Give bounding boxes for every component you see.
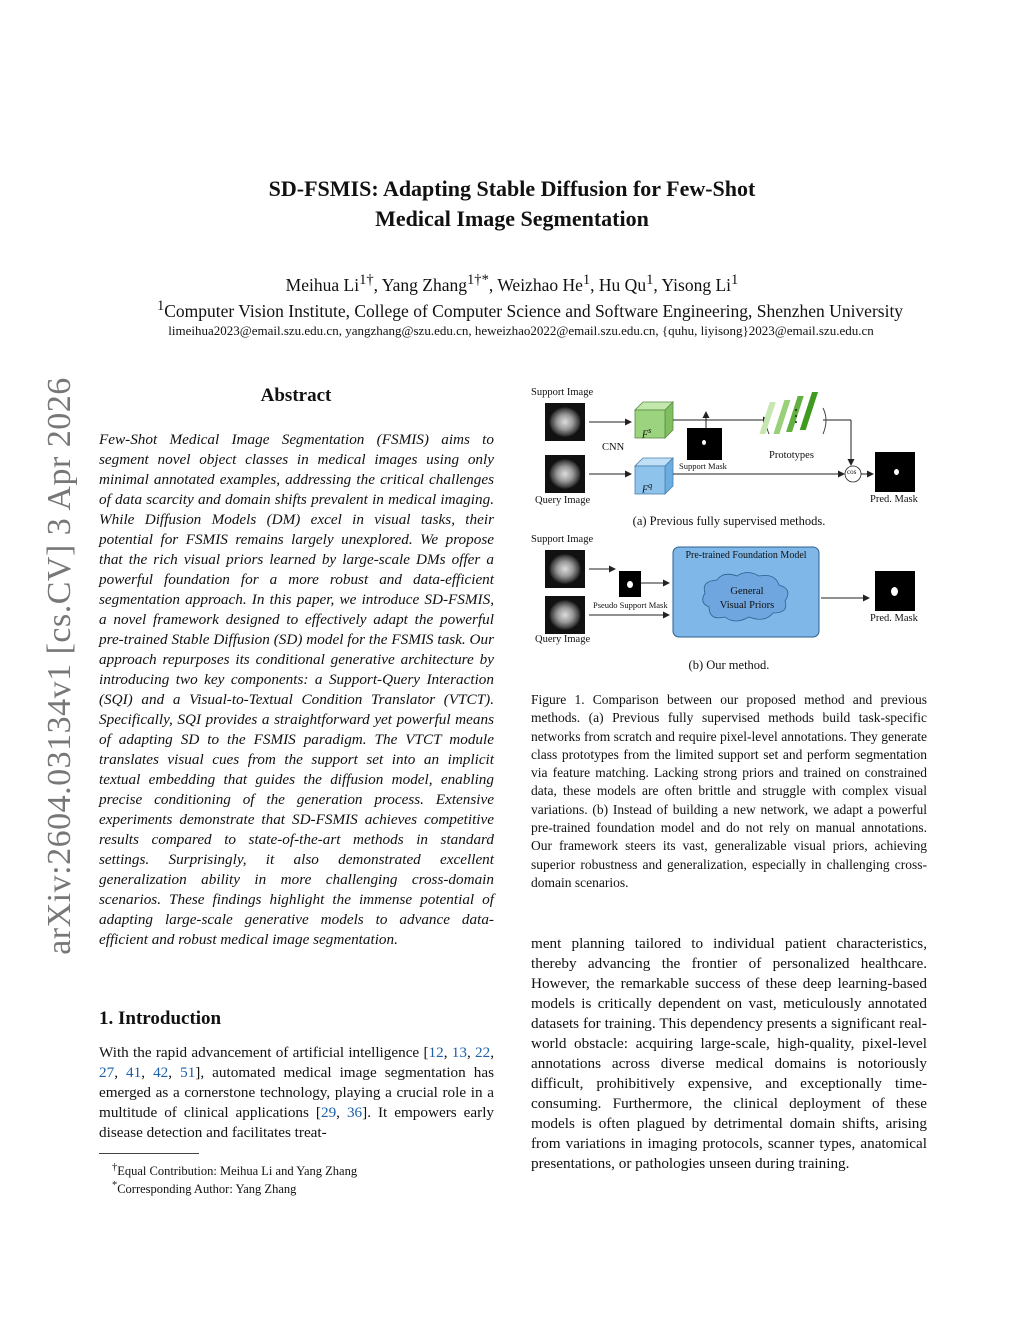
fig-b-pred-mask-label: Pred. Mask — [870, 613, 918, 624]
citation-link[interactable]: 29 — [320, 1104, 337, 1121]
affiliation-text: Computer Vision Institute, College of Computer Science and Software Engineering, Shenzhen University — [164, 300, 904, 321]
intro-text: ], automated medical image segmentation has emerged as a cornerstone technology, playing a crucial role in a multitude of clinical applications [ — [99, 1064, 495, 1121]
priors-line-1: General — [730, 586, 764, 597]
abstract-body — [99, 430, 494, 950]
fig-b-pseudo-mask-label: Pseudo Support Mask — [593, 600, 668, 610]
citation-link[interactable]: 13 — [451, 1044, 467, 1061]
author-sup: 1† — [359, 272, 374, 288]
citation-link[interactable]: 51 — [180, 1064, 196, 1081]
author-name: Meihua Li — [285, 274, 360, 295]
title-line-2: Medical Image Segmentation — [375, 206, 649, 231]
footnote-mark: † — [112, 1162, 118, 1173]
fig-a-cnn-label: CNN — [602, 442, 625, 453]
fig-a-diagram — [531, 386, 927, 516]
fq-feature-cube — [635, 458, 673, 494]
footnote-text: Equal Contribution: Meihua Li and Yang Zhang — [117, 1164, 358, 1179]
citation-link[interactable]: 12 — [428, 1044, 444, 1061]
citation-link[interactable]: 22 — [475, 1044, 491, 1061]
fq-sup: q — [648, 481, 653, 490]
fs-feature-cube — [635, 402, 673, 441]
fig-b-support-image-label: Support Image — [531, 534, 594, 545]
priors-line-2: Visual Priors — [719, 600, 775, 611]
citation-link[interactable]: 41 — [126, 1064, 142, 1081]
intro-paragraph-left: With the rapid advancement of artificial intelligence [12, 13, 22, 27, 41, 42, 51], automated medical image segmentation has emerged as a cornerstone technology, playing a crucial role in a multitude of clinical applications [29, 36]. It empowers early disease detection and facilitates treat- — [99, 1044, 495, 1141]
author-sup: 1 — [731, 272, 739, 288]
citation-link[interactable]: 42 — [153, 1064, 169, 1081]
fig-a-pred-mask-label: Pred. Mask — [870, 494, 918, 505]
fig-a-pred-mask — [875, 452, 915, 492]
fs-letter: F — [642, 429, 649, 441]
footnote-text: Corresponding Author: Yang Zhang — [117, 1182, 297, 1197]
title-line-1: SD-FSMIS: Adapting Stable Diffusion for Few-Shot — [268, 176, 756, 201]
citation-link[interactable]: 27 — [99, 1064, 115, 1081]
author-sup: 1 — [582, 272, 591, 288]
author-sup: 1†* — [467, 272, 489, 288]
fig-a-query-image-label: Query Image — [535, 495, 591, 506]
intro-continued-text: ment planning tailored to individual patient characteristics, thereby advancing the frontier of personalized healthcare. However, the remarkable success of these deep learning-based models is critically dependent on vast, meticulously annotated datasets for training. This dependency presents a significant real-world obstacle: acquiring large-scale, high-quality, pixel-level annotations across diverse medical domains is notoriously difficult, prohibitively expensive, and exceptionally time-consuming. Furthermore, the clinical deployment of these models is often plagued by detrimental domain shifts, arising from variations in imaging protocols, scanner types, anatomical presentations, or pathologies unseen during training. — [531, 935, 927, 1172]
mask-blob — [894, 469, 899, 475]
figure-1-caption: Figure 1. Comparison between our proposed method and previous methods. (a) Previous fully supervised methods build task-specific networks from scratch and require pixel-level annotations. They generate class prototypes from the limited support set and perform segmentation via feature matching. Lacking strong priors and trained on constrained data, these models are often brittle and struggle with complex visual variations. (b) Instead of building a new network, we adapt a powerful pre-trained foundation model and do not rely on manual annotations. Our framework steers its vast, generalizable visual priors, achieving superior robustness and generalization, especially in challenging cross-domain scenarios. — [531, 692, 927, 890]
fig-a-cos-label: cos — [847, 468, 857, 476]
mask-blob — [891, 587, 898, 596]
fig-a-support-mask — [687, 428, 722, 460]
affiliation-sup: 1 — [156, 298, 165, 314]
author-emails: limeihua2023@email.szu.edu.cn, yangzhang@szu.edu.cn, heweizhao2022@email.szu.edu.cn, {quhu, liyisong}2023@email.szu.edu.cn — [168, 323, 874, 338]
intro-text: ]. It empowers early disease detection and facilitates treat- — [99, 1104, 495, 1141]
intro-paragraph-right — [531, 934, 927, 1174]
section-heading-introduction: 1. Introduction — [99, 1008, 222, 1029]
fig-b-priors-label — [699, 585, 795, 613]
fq-label — [642, 481, 652, 495]
fq-letter: F — [642, 484, 649, 496]
fig-b-sublabel: (b) Our method. — [688, 658, 770, 672]
footnote-rule — [99, 1153, 199, 1154]
intro-text: With the rapid advancement of artificial intelligence [ — [99, 1044, 429, 1061]
affiliation — [0, 295, 1024, 322]
footnote-mark: * — [112, 1180, 118, 1191]
abstract-heading: Abstract — [260, 385, 332, 406]
mask-blob — [627, 581, 633, 588]
fs-sup: s — [648, 426, 652, 435]
author-name: Yang Zhang — [381, 274, 467, 295]
fig-b-pred-mask — [875, 571, 915, 611]
author-list: Meihua $Li^{1\dagger}$, Yang Zhang$^{1\dagger*}$, Weizhao He$^1$, Hu Qu$^1$, Yisong Li$^1$ — [285, 272, 739, 295]
figure-1a — [531, 386, 927, 536]
fig-b-query-image-label: Query Image — [535, 634, 591, 645]
fig-a-sublabel: (a) Previous fully supervised methods. — [632, 514, 826, 528]
fig-a-prototypes-label: Prototypes — [769, 450, 814, 461]
author-name: Weizhao He — [497, 274, 583, 295]
citation-link[interactable]: 36 — [346, 1104, 363, 1121]
fig-b-pseudo-mask — [619, 571, 641, 597]
arxiv-stamp: arXiv:2604.03134v1 [cs.CV] 3 Apr 2026 — [41, 377, 78, 955]
fig-b-foundation-model-label: Pre-trained Foundation Model — [685, 550, 807, 561]
prototypes-icon — [759, 392, 826, 434]
fs-label — [642, 426, 651, 440]
mask-blob — [702, 440, 706, 445]
author-name: Yisong Li — [661, 274, 732, 295]
abstract-paragraph: Few-Shot Medical Image Segmentation (FSMIS) aims to segment novel object classes in medical images using only minimal annotated examples, addressing the critical challenges of data scarcity and domain shifts prevalent in medical imaging. While Diffusion Models (DM) excel in visual tasks, their potential for FSMIS remains largely unexplored. We propose that the rich visual priors learned by large-scale DMs offer a powerful foundation for a more robust and data-efficient segmentation approach. In this paper, we introduce SD-FSMIS, a novel framework designed to effectively adapt the powerful pre-trained Stable Diffusion (SD) model for the FSMIS task. Our approach repurposes its conditional generative architecture by introducing two key components: a Support-Query Interaction (SQI) and a Visual-to-Textual Condition Translator (VTCT). Specifically, SQI provides a straightforward yet powerful means of adapting SD to the FSMIS paradigm. The VTCT module translates visual cues from the support set into an implicit textual embedding that guides the diffusion model, enabling precise conditioning of the generation process. Extensive experiments demonstrate that SD-FSMIS achieves competitive results compared to state-of-the-art methods in standard settings. Surprisingly, it also demonstrated excellent generalization ability in more challenging cross-domain scenarios. These findings highlight the immense potential of adapting large-scale generative models to advance data-efficient and robust medical image segmentation. — [99, 431, 494, 948]
author-sup: 1 — [646, 272, 654, 288]
paper-title — [0, 174, 1024, 234]
figure-1b — [531, 533, 927, 678]
footnote-corresponding-author — [112, 1177, 296, 1198]
fig-a-support-image-label: Support Image — [531, 387, 594, 398]
author-name: Hu Qu — [598, 274, 647, 295]
fig-a-support-mask-label: Support Mask — [679, 461, 727, 471]
